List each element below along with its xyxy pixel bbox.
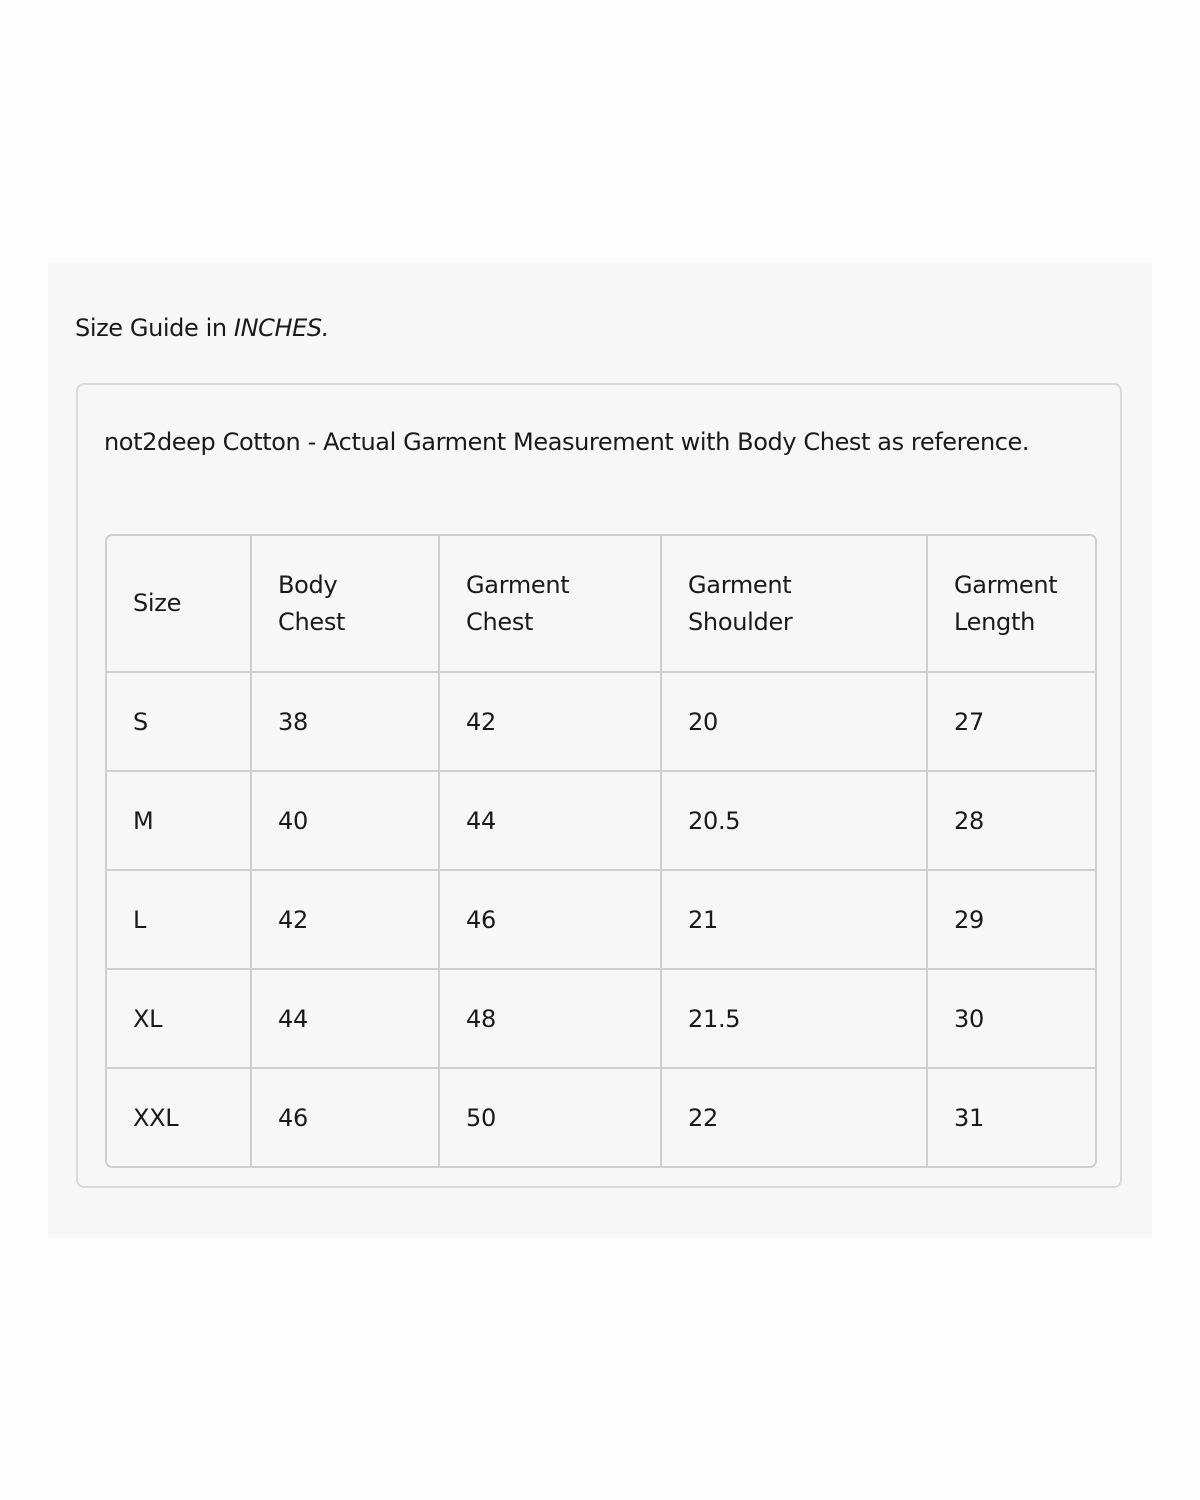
header-garment-shoulder [661,536,927,672]
table-row [107,870,1097,969]
size-chart-card [76,383,1122,1188]
table-row [107,1068,1097,1167]
table-cell: 42 [439,672,661,771]
header-line: Garment [954,570,1058,599]
table-cell: 31 [927,1068,1097,1167]
table-cell: 48 [439,969,661,1068]
table-cell: 38 [251,672,439,771]
header-line: Length [954,607,1035,636]
table-cell: 28 [927,771,1097,870]
table-cell: S [107,672,251,771]
header-size [107,536,251,672]
header-line: Size [133,589,182,617]
header-line: Garment [466,570,570,599]
size-table [107,536,1097,1167]
table-cell: XXL [107,1068,251,1167]
header-line: Garment [688,570,792,599]
size-guide-panel [48,262,1152,1238]
size-guide-title [75,310,329,346]
table-cell: 20.5 [661,771,927,870]
size-guide-title-prefix: Size Guide in [75,314,234,342]
table-row [107,771,1097,870]
table-cell: 29 [927,870,1097,969]
table-cell: L [107,870,251,969]
table-cell: 46 [251,1068,439,1167]
table-cell: 27 [927,672,1097,771]
table-header-row [107,536,1097,672]
table-cell: 30 [927,969,1097,1068]
table-cell: 21 [661,870,927,969]
table-cell: 40 [251,771,439,870]
header-line: Chest [278,607,346,636]
table-cell: 22 [661,1068,927,1167]
table-cell: M [107,771,251,870]
header-garment-chest [439,536,661,672]
table-cell: 20 [661,672,927,771]
table-cell: 21.5 [661,969,927,1068]
header-garment-length [927,536,1097,672]
header-body-chest [251,536,439,672]
table-cell: XL [107,969,251,1068]
size-table-container [105,534,1097,1168]
table-cell: 44 [251,969,439,1068]
header-line: Body [278,570,338,599]
table-cell: 46 [439,870,661,969]
header-line: Chest [466,607,534,636]
table-cell: 42 [251,870,439,969]
table-row [107,672,1097,771]
size-chart-description: not2deep Cotton - Actual Garment Measurement with Body Chest as reference. [104,428,1030,456]
table-cell: 44 [439,771,661,870]
size-guide-unit: INCHES. [233,314,329,342]
header-line: Shoulder [688,607,793,636]
table-row [107,969,1097,1068]
table-cell: 50 [439,1068,661,1167]
